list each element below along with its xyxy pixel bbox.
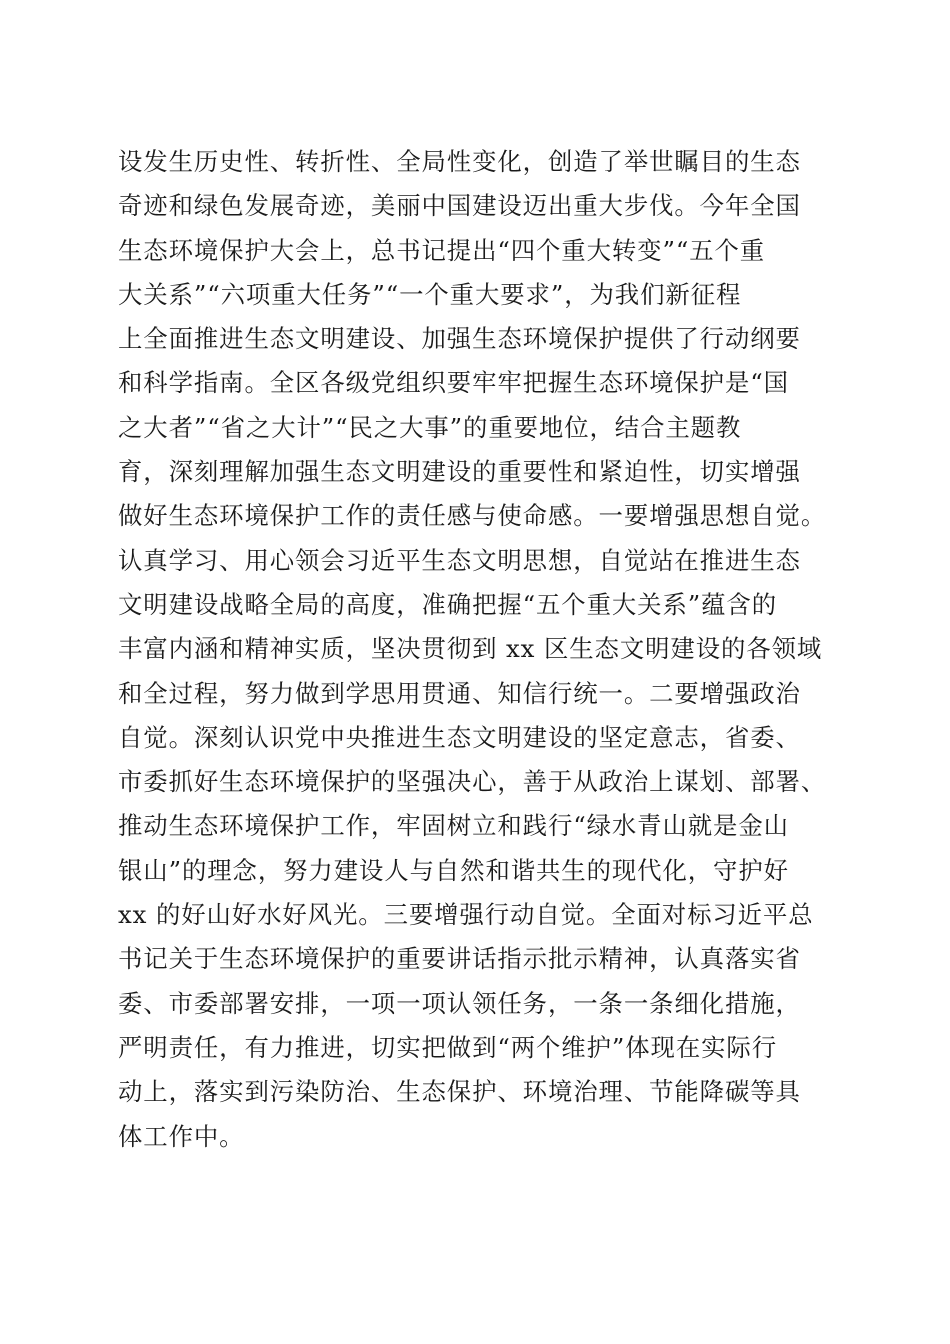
text-line: 动上，落实到污染防治、生态保护、环境治理、节能降碳等具 <box>118 1077 801 1107</box>
text-line: 银山”的理念，努力建设人与自然和谐共生的现代化，守护好 <box>118 855 789 885</box>
text-line: 市委抓好生态环境保护的坚强决心，善于从政治上谋划、部署、 <box>118 767 827 797</box>
text-line: 文明建设战略全局的高度，准确把握“五个重大关系”蕴含的 <box>118 589 778 619</box>
text-line: 认真学习、用心领会习近平生态文明思想，自觉站在推进生态 <box>118 545 801 575</box>
text-line: 推动生态环境保护工作，牢固树立和践行“绿水青山就是金山 <box>118 811 789 841</box>
text-line: 丰富内涵和精神实质，坚决贯彻到 xx 区生态文明建设的各领域 <box>118 634 823 664</box>
text-line: 自觉。深刻认识党中央推进生态文明建设的坚定意志，省委、 <box>118 722 801 752</box>
text-line: 和科学指南。全区各级党组织要牢牢把握生态环境保护是“国 <box>118 368 789 398</box>
text-line: 体工作中。 <box>118 1121 245 1151</box>
text-line: 上全面推进生态文明建设、加强生态环境保护提供了行动纲要 <box>118 324 801 354</box>
text-line: 大关系”“六项重大任务”“一个重大要求”，为我们新征程 <box>118 279 742 309</box>
text-line: 和全过程，努力做到学思用贯通、知信行统一。二要增强政治 <box>118 678 801 708</box>
text-line: 生态环境保护大会上，总书记提出“四个重大转变”“五个重 <box>118 235 766 265</box>
text-line: 之大者”“省之大计”“民之大事”的重要地位，结合主题教 <box>118 412 742 442</box>
text-line: 奇迹和绿色发展奇迹，美丽中国建设迈出重大步伐。今年全国 <box>118 191 801 221</box>
text-line: xx 的好山好水好风光。三要增强行动自觉。全面对标习近平总 <box>118 900 814 930</box>
text-line: 育，深刻理解加强生态文明建设的重要性和紧迫性，切实增强 <box>118 457 801 487</box>
body-paragraph <box>118 140 858 1159</box>
text-line: 设发生历史性、转折性、全局性变化，创造了举世瞩目的生态 <box>118 147 801 176</box>
text-line: 做好生态环境保护工作的责任感与使命感。一要增强思想自觉。 <box>118 501 827 531</box>
text-line: 严明责任，有力推进，切实把做到“两个维护”体现在实际行 <box>118 1032 778 1062</box>
text-line: 书记关于生态环境保护的重要讲话指示批示精神，认真落实省 <box>118 944 801 974</box>
text-line: 委、市委部署安排，一项一项认领任务，一条一条细化措施， <box>118 988 801 1018</box>
